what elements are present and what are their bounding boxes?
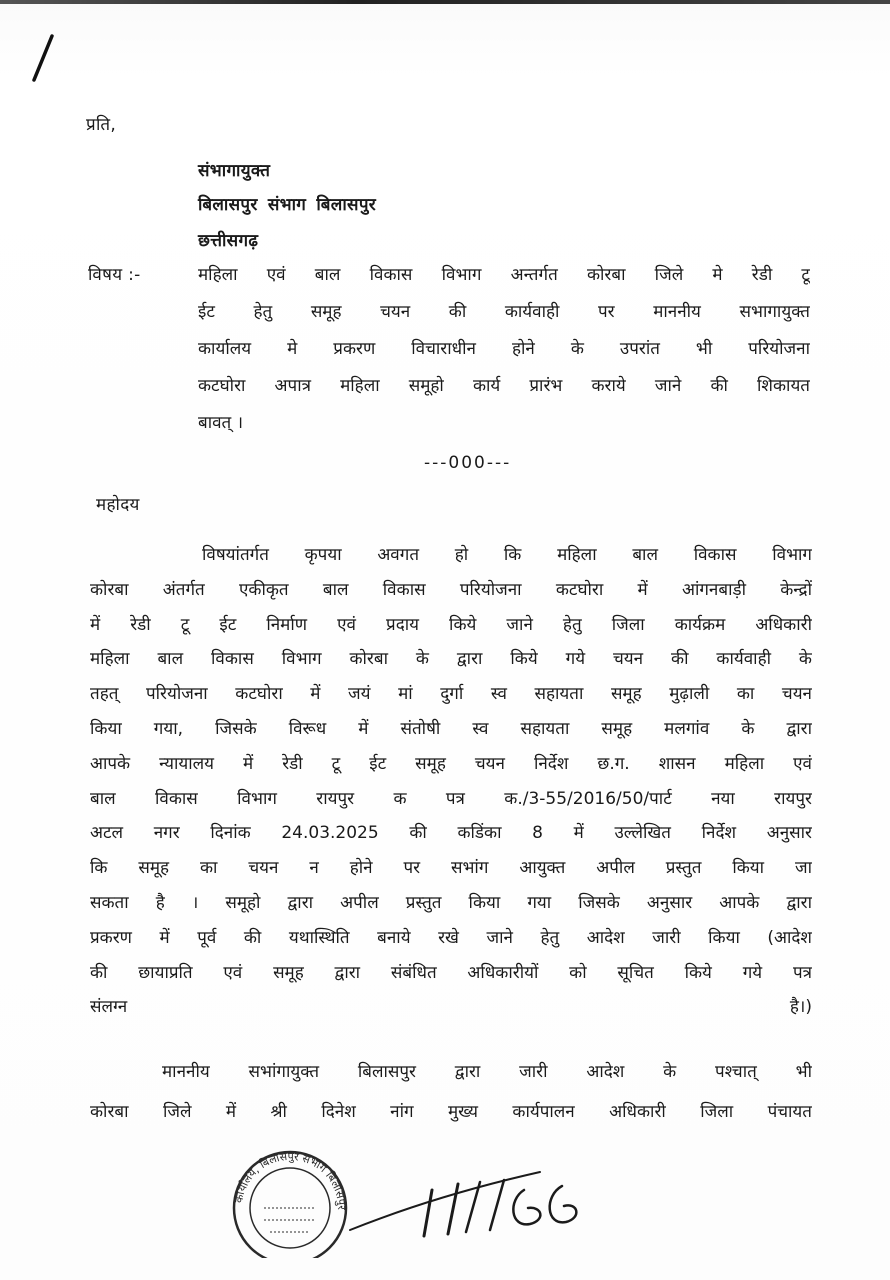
body-line: कि समूह का चयन न होने पर सभांग आयुक्त अपील प्रस्तुत किया जा — [90, 858, 812, 879]
handwritten-signature — [340, 1150, 600, 1250]
greeting: महोदय — [96, 495, 140, 515]
body-line: सकता है । समूहो द्वारा अपील प्रस्तुत किया गया जिसके अनुसार आपके द्वारा — [90, 892, 812, 913]
body-line: में रेडी टू ईट निर्माण एवं प्रदाय किये जाने हेतु जिला कार्यक्रम अधिकारी — [90, 614, 812, 635]
subject-line: ईट हेतु समूह चयन की कार्यवाही पर माननीय सभागायुक्त — [198, 302, 810, 322]
body-line: महिला बाल विकास विभाग कोरबा के द्वारा किये गये चयन की कार्यवाही के — [90, 649, 812, 670]
body-line: किया गया, जिसके विरूध में संतोषी स्व सहायता समूह मलगांव के द्वारा — [90, 718, 812, 739]
subject-line: बावत् । — [198, 413, 244, 433]
slash-mark — [28, 34, 58, 82]
subject-label: विषय :- — [88, 265, 141, 285]
subject-text — [198, 257, 810, 442]
body-line: कोरबा अंतर्गत एकीकृत बाल विकास परियोजना कटघोरा में आंगनबाड़ी केन्द्रों — [90, 579, 812, 600]
subject-line: कटघोरा अपात्र महिला समूहो कार्य प्रारंभ कराये जाने की शिकायत — [198, 376, 810, 396]
body-line: विषयांतर्गत कृपया अवगत हो कि महिला बाल विकास विभाग — [202, 545, 812, 565]
office-seal-stamp — [220, 1138, 360, 1258]
body-line: माननीय सभांगायुक्त बिलासपुर द्वारा जारी आदेश के पश्चात् भी — [162, 1062, 812, 1082]
separator: ---000--- — [424, 453, 512, 473]
body-line: बाल विकास विभाग रायपुर क पत्र क./3-55/2016/50/पार्ट नया रायपुर — [90, 788, 812, 809]
subject-line: महिला एवं बाल विकास विभाग अन्तर्गत कोरबा जिले मे रेडी टू — [198, 265, 810, 285]
body-line: अटल नगर दिनांक 24.03.2025 की कडिंका 8 में उल्लेखित निर्देश अनुसार — [90, 823, 812, 844]
addressee-state: छत्तीसगढ़ — [198, 231, 259, 251]
body-paragraph-1 — [90, 538, 812, 1025]
addressee-title: संभागायुक्त — [198, 161, 271, 181]
body-line: प्रकरण में पूर्व की यथास्थिति बनाये रखे जाने हेतु आदेश जारी किया (आदेश — [90, 927, 812, 948]
svg-text:कार्यालय, बिलासपुर संभाग बिलास: कार्यालय, बिलासपुर संभाग बिलासपुर — [232, 1149, 349, 1210]
body-paragraph-2 — [90, 1052, 812, 1132]
scan-edge — [0, 0, 890, 4]
body-line: की छायाप्रति एवं समूह द्वारा संबंधित अधिकारीयों को सूचित किये गये पत्र — [90, 962, 812, 983]
body-line: संलग्न है।) — [90, 997, 812, 1018]
salutation-to: प्रति, — [86, 115, 117, 135]
body-line: आपके न्यायालय में रेडी टू ईट समूह चयन निर्देश छ.ग. शासन महिला एवं — [90, 753, 812, 774]
subject-line: कार्यालय मे प्रकरण विचाराधीन होने के उपरांत भी परियोजना — [198, 339, 810, 359]
body-line: तहत् परियोजना कटघोरा में जयं मां दुर्गा स्व सहायता समूह मुढ़ाली का चयन — [90, 684, 812, 705]
addressee-office: बिलासपुर संभाग बिलासपुर — [198, 195, 377, 215]
body-line: कोरबा जिले में श्री दिनेश नांग मुख्य कार्यपालन अधिकारी जिला पंचायत — [90, 1102, 812, 1122]
